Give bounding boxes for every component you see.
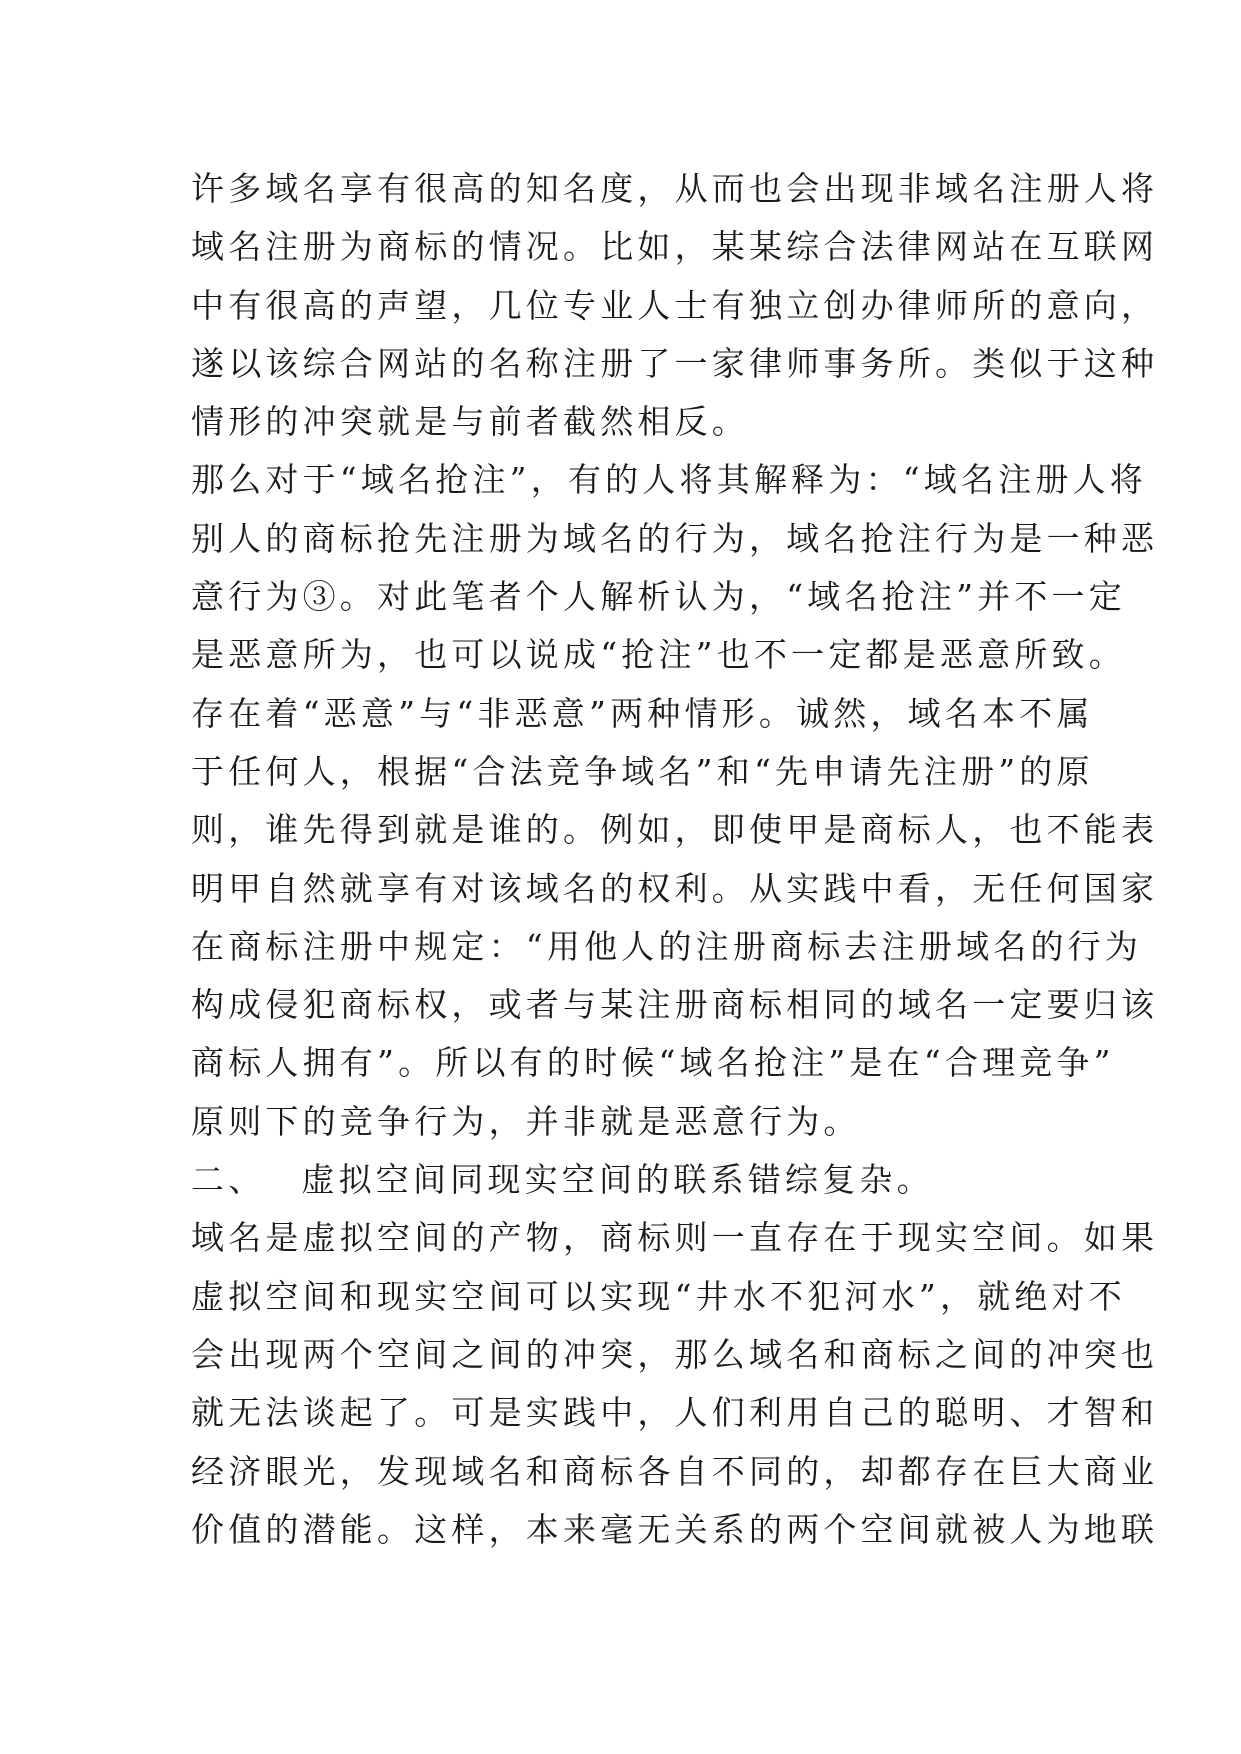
text-line: 就无法谈起了。可是实践中，人们利用自己的聪明、才智和 (191, 1393, 1159, 1433)
text-line: 别人的商标抢先注册为域名的行为，域名抢注行为是一种恶 (191, 518, 1159, 558)
text-line: 域名是虚拟空间的产物，商标则一直存在于现实空间。如果 (191, 1218, 1159, 1258)
section-number: 二、 (191, 1160, 266, 1200)
text-line: 构成侵犯商标权，或者与某注册商标相同的域名一定要归该 (191, 985, 1159, 1025)
text-line: 是恶意所为，也可以说成“抢注”也不一定都是恶意所致。 (191, 635, 1126, 675)
text-line: 遂以该综合网站的名称注册了一家律师事务所。类似于这种 (191, 343, 1159, 383)
section-title: 虚拟空间同现实空间的联系错综复杂。 (301, 1160, 934, 1200)
text-line: 于任何人，根据“合法竞争域名”和“先申请先注册”的原 (191, 751, 1094, 791)
text-line: 原则下的竞争行为，并非就是恶意行为。 (191, 1101, 861, 1141)
text-line: 存在着“恶意”与“非恶意”两种情形。诚然，域名本不属 (191, 693, 1094, 733)
text-line: 中有很高的声望，几位专业人士有独立创办律师所的意向， (191, 285, 1159, 325)
text-line: 价值的潜能。这样，本来毫无关系的两个空间就被人为地联 (191, 1509, 1159, 1549)
text-line: 在商标注册中规定：“用他人的注册商标去注册域名的行为 (191, 926, 1143, 966)
text-line: 经济眼光，发现域名和商标各自不同的，却都存在巨大商业 (191, 1451, 1159, 1491)
text-line: 则，谁先得到就是谁的。例如，即使甲是商标人，也不能表 (191, 810, 1159, 850)
text-line: 明甲自然就享有对该域名的权利。从实践中看，无任何国家 (191, 868, 1159, 908)
text-line: 会出现两个空间之间的冲突，那么域名和商标之间的冲突也 (191, 1334, 1159, 1374)
text-line: 情形的冲突就是与前者截然相反。 (191, 402, 749, 442)
section-heading (191, 1151, 1071, 1209)
body-text (191, 160, 1159, 1559)
text-line: 许多域名享有很高的知名度，从而也会出现非域名注册人将 (191, 169, 1159, 208)
text-line: 域名注册为商标的情况。比如，某某综合法律网站在互联网 (191, 227, 1159, 267)
text-line: 商标人拥有”。所以有的时候“域名抢注”是在“合理竞争” (191, 1043, 1115, 1083)
text-line: 意行为③。对此笔者个人解析认为，“域名抢注”并不一定 (191, 577, 1126, 617)
text-line: 那么对于“域名抢注”，有的人将其解释为：“域名注册人将 (191, 460, 1148, 500)
text-line: 虚拟空间和现实空间可以实现“井水不犯河水”，就绝对不 (191, 1276, 1126, 1316)
